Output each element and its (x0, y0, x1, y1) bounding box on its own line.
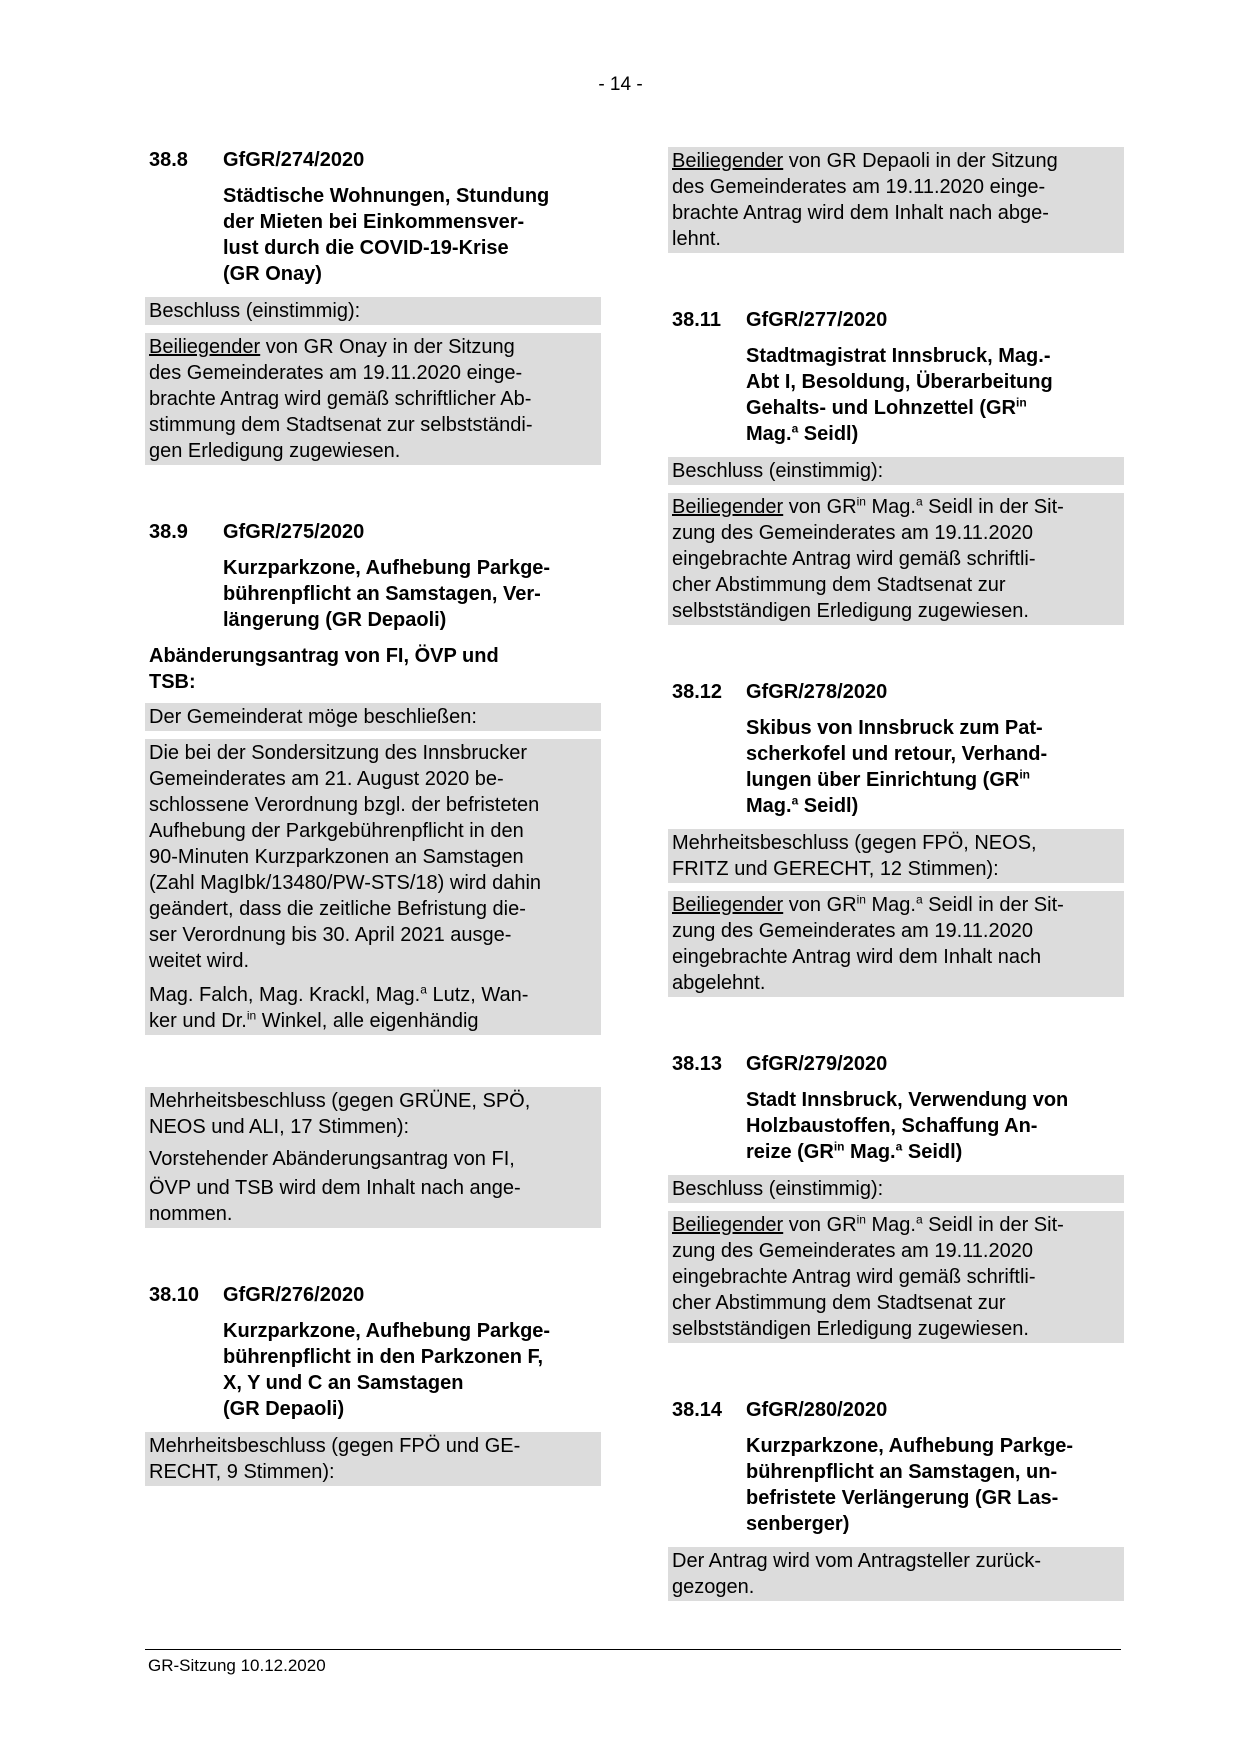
section-subject: Städtische Wohnungen, Stundung der Mieten bei Einkommensver- lust durch die COVID-19-Krise (GR Onay) (223, 185, 550, 285)
decision-text: Beiliegender von $GR^{in}$ Mag.$^a$ Seidl in der Sit- zung des Gemeinderates am 19.11.2020 eingebrachte Antrag wird gemäß schriftli- cher Abstimmung dem Stadtsenat zur selbstständigen Erledigung zugewiesen. (668, 1211, 1124, 1343)
footer-divider (145, 1649, 1121, 1650)
decision-label: Mehrheitsbeschluss (gegen FPÖ, NEOS, FRITZ und GERECHT, 12 Stimmen): (668, 829, 1124, 883)
section-subject: Kurzparkzone, Aufhebung Parkge- bührenpflicht an Samstagen, un- befristete Verlängerung (GR Las- senberger) (746, 1435, 1074, 1535)
case-number: GfGR/274/2020 (223, 149, 365, 171)
case-number: GfGR/279/2020 (746, 1053, 888, 1075)
section-subject: Stadtmagistrat Innsbruck, Mag.- Abt I, Besoldung, Überarbeitung Gehalts- und Lohnzettel ($GR^{in}$ Mag.$^a$ Seidl) (746, 345, 1053, 445)
section-number: 38.13 (672, 1053, 723, 1075)
section-heading (672, 679, 1124, 705)
section-number: 38.14 (672, 1399, 723, 1421)
decision-text: Beiliegender von $GR^{in}$ Mag.$^a$ Seidl in der Sit- zung des Gemeinderates am 19.11.2020 eingebrachte Antrag wird gemäß schriftli- cher Abstimmung dem Stadtsenat zur selbstständigen Erledigung zugewiesen. (668, 493, 1124, 625)
decision-label: Mehrheitsbeschluss (gegen FPÖ und GE- RECHT, 9 Stimmen): (145, 1432, 601, 1486)
case-number: GfGR/275/2020 (223, 521, 365, 543)
section-subject: Skibus von Innsbruck zum Pat- scherkofel und retour, Verhand- lungen über Einrichtung ($GR^{in}$ Mag.$^a$ Seidl) (746, 717, 1048, 817)
section-38-13 (668, 1051, 1124, 1343)
left-column (145, 147, 601, 1540)
case-number: GfGR/277/2020 (746, 309, 888, 331)
section-heading (149, 1282, 601, 1308)
case-number: GfGR/278/2020 (746, 681, 888, 703)
amendment-intro: Der Gemeinderat möge beschließen: (145, 703, 601, 731)
decision-text: Beiliegender von GR Depaoli in der Sitzung des Gemeinderates am 19.11.2020 einge- brachte Antrag wird dem Inhalt nach abge- lehnt. (668, 147, 1124, 253)
signers: Mag. Falch, Mag. Krackl, Mag.$^a$ Lutz, Wan- (149, 982, 529, 1006)
section-number: 38.9 (149, 521, 188, 543)
case-number: GfGR/280/2020 (746, 1399, 888, 1421)
decision-label: Beschluss (einstimmig): (668, 1175, 1124, 1203)
section-heading (672, 307, 1124, 333)
section-subject: Stadt Innsbruck, Verwendung von Holzbaustoffen, Schaffung An- reize ($GR^{in}$ Mag.$^a$ Seidl) (746, 1089, 1069, 1163)
section-38-12 (668, 679, 1124, 997)
section-heading (672, 1051, 1124, 1077)
amendment-title: Abänderungsantrag von FI, ÖVP und TSB: (149, 645, 499, 693)
section-38-10-continued (668, 147, 1124, 253)
section-number: 38.12 (672, 681, 723, 703)
section-38-8 (145, 147, 601, 465)
case-number: GfGR/276/2020 (223, 1284, 365, 1306)
decision-label: Beschluss (einstimmig): (668, 457, 1124, 485)
footer-text: GR-Sitzung 10.12.2020 (148, 1656, 326, 1675)
section-subject: Kurzparkzone, Aufhebung Parkge- bührenpflicht an Samstagen, Ver- längerung (GR Depaoli) (223, 557, 551, 631)
section-heading (672, 1397, 1124, 1423)
decision-text: Beiliegender von $GR^{in}$ Mag.$^a$ Seidl in der Sit- zung des Gemeinderates am 19.11.2020 eingebrachte Antrag wird dem Inhalt nach abgelehnt. (668, 891, 1124, 997)
section-38-14 (668, 1397, 1124, 1601)
decision-text: Beiliegender von GR Onay in der Sitzung des Gemeinderates am 19.11.2020 einge- brachte Antrag wird gemäß schriftlicher Ab- stimmung dem Stadtsenat zur selbstständi- gen Erledigung zugewiesen. (145, 333, 601, 465)
amendment-text: Die bei der Sondersitzung des Innsbrucker Gemeinderates am 21. August 2020 be- schlossene Verordnung bzgl. der befristeten Aufhebung der Parkgebührenpflicht in den 90-Minuten Kurzparkzonen an Samstagen (Zahl MagIbk/13480/PW-STS/18) wird dahin geändert, dass die zeitliche Befristung die- ser Verordnung bis 30. April 2021 ausge- weitet wird. Mag. Falch, Mag. Krackl, Mag.$^a$ Lutz, Wan- ker und Dr.$^{in}$ Winkel, alle eigenhändig (145, 739, 601, 1035)
decision-label: Beschluss (einstimmig): (145, 297, 601, 325)
section-38-11 (668, 307, 1124, 625)
decision-label: Mehrheitsbeschluss (gegen GRÜNE, SPÖ, NEOS und ALI, 17 Stimmen): Vorstehender Abänderungsantrag von FI, ÖVP und TSB wird dem Inhalt nach ange- nommen. (145, 1087, 601, 1228)
section-number: 38.11 (672, 309, 721, 331)
section-heading (149, 519, 601, 545)
page-number: - 14 - (598, 74, 643, 95)
section-number: 38.8 (149, 149, 188, 171)
section-38-10 (145, 1282, 601, 1486)
decision-text: Der Antrag wird vom Antragsteller zurück- gezogen. (668, 1547, 1124, 1601)
section-number: 38.10 (149, 1284, 200, 1306)
section-heading (149, 147, 601, 173)
section-subject: Kurzparkzone, Aufhebung Parkge- bührenpflicht in den Parkzonen F, X, Y und C an Samstagen (GR Depaoli) (223, 1320, 551, 1420)
right-column (668, 147, 1124, 1655)
section-38-9 (145, 519, 601, 1228)
